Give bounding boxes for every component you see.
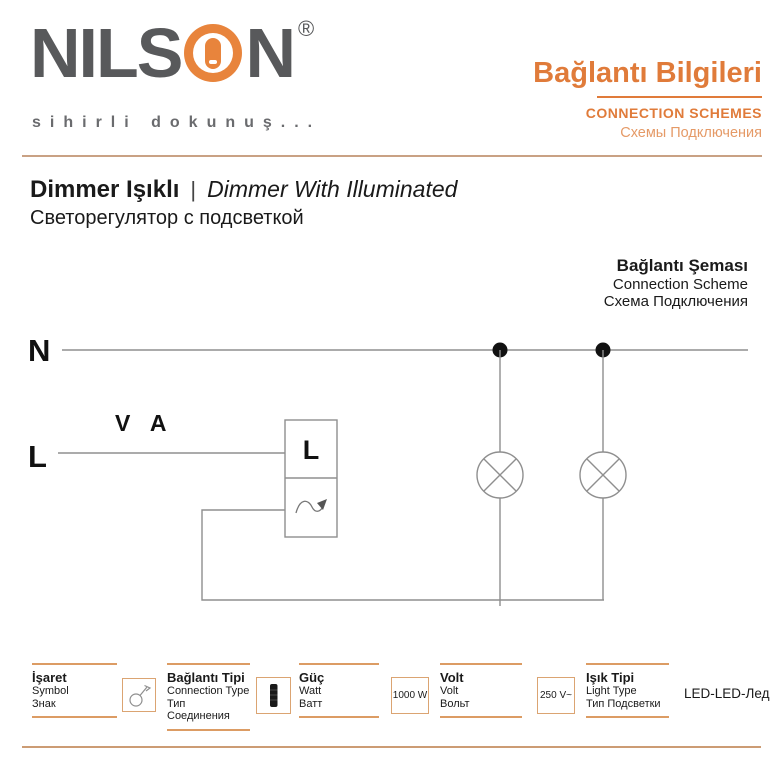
spec-col-connection-type [167, 663, 250, 731]
header-title-en: CONNECTION SCHEMES [585, 104, 762, 121]
spec-en: Watt [299, 685, 322, 697]
symbol-value-box [122, 678, 156, 712]
header-title-block [533, 58, 762, 141]
spec-ru: Ватт [299, 697, 323, 710]
dimmer-knob-icon [258, 679, 289, 712]
neutral-label: N [28, 333, 51, 368]
watt-value-box [391, 677, 429, 714]
scheme-heading-ru: Схема Подключения [603, 292, 748, 310]
spec-title: Volt [440, 670, 464, 685]
spec-ru: Знак [32, 697, 56, 710]
spec-col-light-type [586, 663, 669, 718]
load-wire [202, 510, 604, 600]
header-title-ru: Схемы Подключения [620, 124, 762, 141]
logo-text-left: NILS [30, 14, 182, 92]
spec-title: Güç [299, 670, 325, 685]
footer-rule [22, 746, 761, 748]
spec-title: İşaret [32, 670, 67, 685]
lamp-symbol [477, 350, 523, 606]
spec-en: Volt [440, 685, 459, 697]
spec-ru: Тип Соединения [167, 697, 230, 722]
live-label: L [28, 439, 47, 474]
header-title-tr: Bağlantı Bilgileri [533, 57, 762, 89]
volt-value-box [537, 677, 575, 714]
registered-trademark-icon: ® [298, 16, 315, 41]
header-divider [22, 155, 762, 157]
header-underline [597, 96, 762, 98]
dimmer-regulator-icon [296, 499, 327, 513]
spec-col-volt [440, 663, 522, 718]
watt-value: 1000 W [392, 690, 428, 701]
brand-logo [30, 14, 315, 92]
light-type-value: LED-LED-Лед [684, 686, 770, 701]
spec-col-symbol [32, 663, 117, 718]
connection-type-value-box [256, 677, 291, 714]
connection-scheme-diagram [0, 330, 780, 620]
lamp-symbol [580, 350, 626, 600]
logo-text-right: N [245, 14, 295, 92]
spec-en: Symbol [32, 685, 69, 697]
spec-en: Connection Type [167, 685, 250, 697]
product-title-tr: Dimmer Işıklı [30, 176, 180, 203]
brand-tagline: sihirli dokunuş... [32, 114, 322, 131]
device-terminal-label: L [302, 435, 320, 465]
product-title-block [30, 176, 457, 230]
scheme-heading-en: Connection Scheme [612, 275, 748, 293]
spec-ru: Вольт [440, 697, 470, 710]
product-title-en: Dimmer With Illuminated [207, 176, 458, 202]
va-label: V A [115, 410, 174, 436]
spec-ru: Тип Подсветки [586, 697, 661, 710]
spec-en: Light Type [586, 685, 637, 697]
volt-value: 250 V~ [540, 690, 572, 701]
scheme-heading-block [604, 256, 748, 310]
spec-title: Bağlantı Tipi [167, 670, 245, 685]
spec-title: Işık Tipi [586, 670, 635, 685]
scheme-heading-tr: Bağlantı Şeması [616, 256, 748, 275]
spec-col-watt [299, 663, 379, 718]
product-title-ru: Светорегулятор с подсветкой [30, 207, 304, 229]
product-title-separator: | [190, 177, 197, 202]
switch-symbol-icon [124, 680, 154, 710]
logo-socket-icon [184, 24, 242, 82]
